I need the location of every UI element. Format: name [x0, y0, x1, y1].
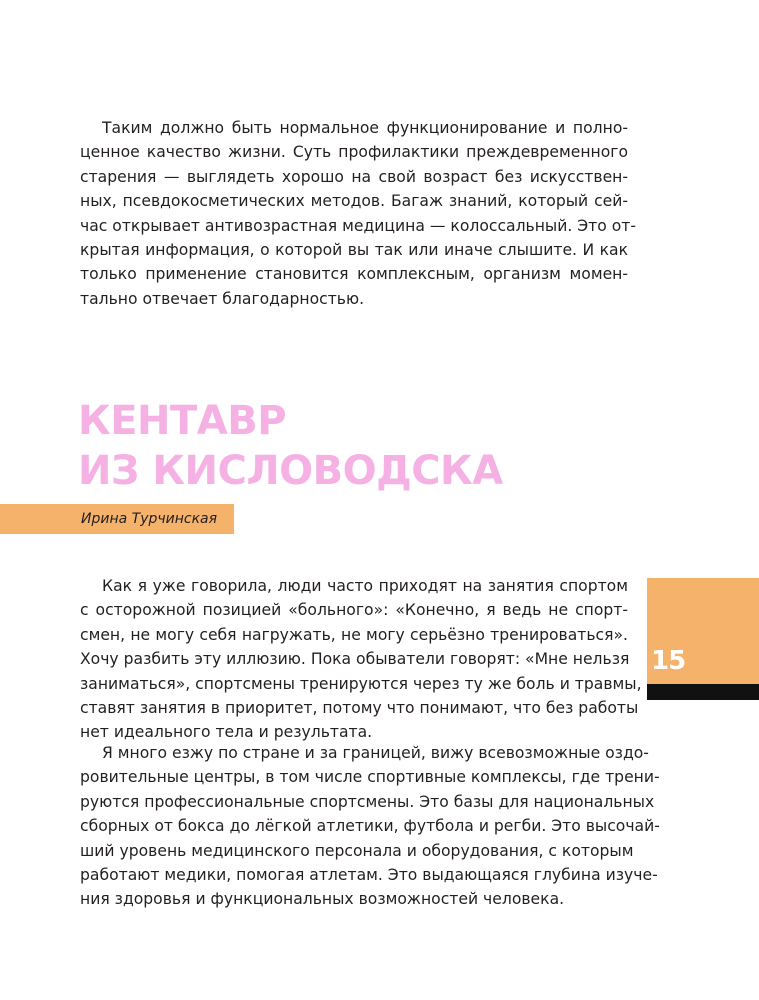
body-paragraph-1: [80, 574, 642, 745]
text-line: Я много езжу по стране и за границей, вижу всевозможные оздо-: [102, 744, 649, 762]
page-number-bar: [647, 684, 759, 700]
text-line: Хочу разбить эту иллюзию. Пока обыватели говорят: «Мне нельзя: [80, 650, 630, 669]
text-line: руются профессиональные спортсмены. Это базы для национальных: [80, 792, 655, 811]
text-line: заниматься», спортсмены тренируются через ту же боль и травмы,: [80, 674, 642, 693]
text-line: ния здоровья и функциональных возможностей человека.: [80, 890, 565, 909]
intro-paragraph: [80, 116, 637, 311]
chapter-title: [78, 396, 503, 496]
page-number: 15: [651, 646, 686, 676]
author-name: Ирина Турчинская: [81, 511, 218, 527]
text-line: ных, псевдокосметических методов. Багаж знаний, который сей-: [80, 192, 628, 211]
text-line: ровительные центры, в том числе спортивные комплексы, где трени-: [80, 768, 660, 787]
text-line: только применение становится комплексным, организм момен-: [80, 265, 628, 284]
text-line: смен, не могу себя нагружать, не могу серьёзно тренироваться».: [80, 625, 628, 644]
text-line: Таким должно быть нормальное функционирование и полно-: [102, 119, 628, 137]
text-line: ший уровень медицинского персонала и оборудования, с которым: [80, 841, 634, 860]
text-line: старения — выглядеть хорошо на свой возраст без искусствен-: [80, 167, 628, 186]
text-line: Как я уже говорила, люди часто приходят на занятия спортом: [102, 577, 628, 595]
text-line: ценное качество жизни. Суть профилактики преждевременного: [80, 143, 628, 162]
text-line: крытая информация, о которой вы так или иначе слышите. И как: [80, 241, 628, 260]
page-number-tab: [647, 578, 759, 684]
text-line: ставят занятия в приоритет, потому что понимают, что без работы: [80, 699, 639, 718]
body-paragraph-2: [80, 741, 660, 912]
text-line: тально отвечает благодарностью.: [80, 289, 365, 308]
text-line: работают медики, помогая атлетам. Это выдающаяся глубина изуче-: [80, 866, 658, 885]
text-line: с осторожной позицией «больного»: «Конечно, я ведь не спорт-: [80, 601, 628, 620]
chapter-title-line-2: ИЗ КИСЛОВОДСКА: [78, 448, 503, 494]
text-line: сборных от бокса до лёгкой атлетики, футбола и регби. Это высочай-: [80, 817, 660, 836]
text-line: нет идеального тела и результата.: [80, 723, 373, 742]
text-line: час открывает антивозрастная медицина — колоссальный. Это от-: [80, 216, 637, 235]
author-band: [0, 504, 234, 534]
chapter-title-line-1: КЕНТАВР: [78, 398, 287, 444]
